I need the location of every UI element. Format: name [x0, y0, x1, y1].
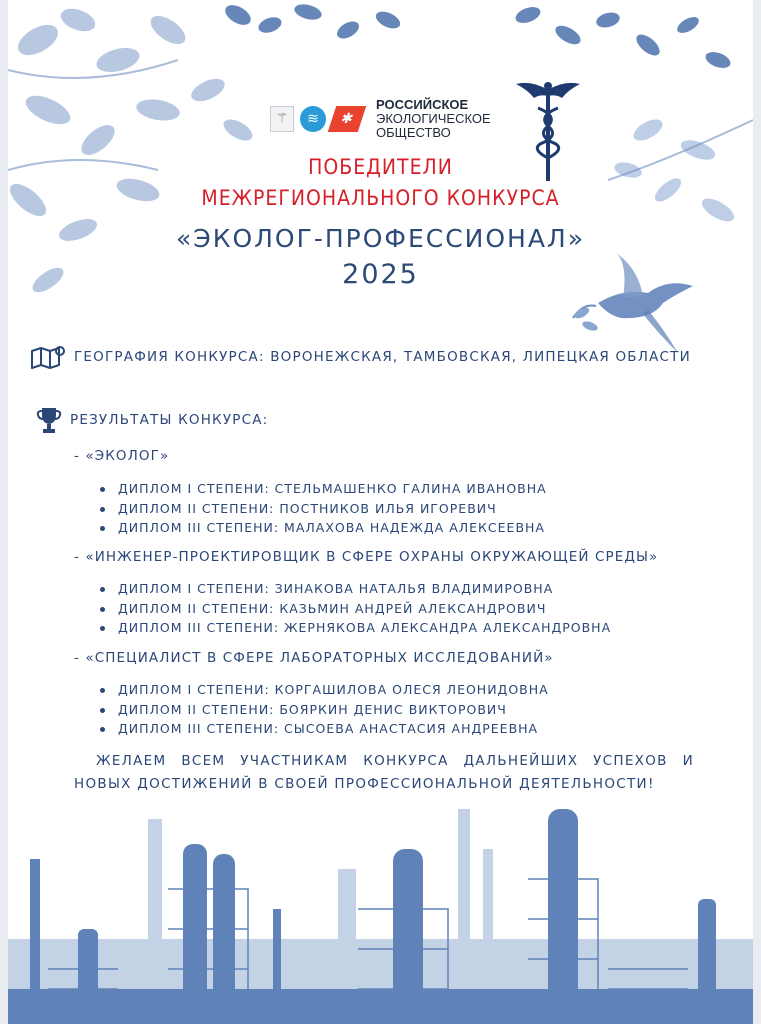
org-line-1: РОССИЙСКОЕ: [376, 97, 469, 112]
geography-text: ГЕОГРАФИЯ КОНКУРСА: ВОРОНЕЖСКАЯ, ТАМБОВСКАЯ, ЛИПЕЦКАЯ ОБЛАСТИ: [74, 349, 691, 365]
title-line-2: МЕЖРЕГИОНАЛЬНОГО КОНКУРСА: [201, 186, 560, 210]
map-icon: [30, 345, 66, 369]
red-logo-icon: ✱: [328, 106, 366, 132]
announcement-poster: [8, 0, 753, 1024]
org-line-2: ЭКОЛОГИЧЕСКОЕ: [376, 111, 491, 126]
list-item: ДИПЛОМ III СТЕПЕНИ: ЖЕРНЯКОВА АЛЕКСАНДРА АЛЕКСАНДРОВНА: [100, 618, 611, 638]
industrial-skyline-decoration: [8, 789, 753, 1024]
geography-row: [30, 345, 691, 369]
winners-list-lab-specialist: [100, 680, 549, 739]
winners-list-ecologist: [100, 479, 547, 538]
category-engineer: - «ИНЖЕНЕР-ПРОЕКТИРОВЩИК В СФЕРЕ ОХРАНЫ ОКРУЖАЮЩЕЙ СРЕДЫ»: [74, 549, 659, 565]
emblem-icon: ⚚: [270, 106, 294, 132]
category-ecologist: - «ЭКОЛОГ»: [74, 448, 170, 464]
organization-name: [376, 98, 491, 140]
results-heading-row: [36, 405, 268, 435]
logo-row: [270, 98, 491, 140]
wave-logo-icon: ≋: [300, 106, 326, 132]
list-item: ДИПЛОМ I СТЕПЕНИ: ЗИНАКОВА НАТАЛЬЯ ВЛАДИМИРОВНА: [100, 579, 611, 599]
title-contest-name: «ЭКОЛОГ-ПРОФЕССИОНАЛ»: [175, 224, 586, 253]
list-item: ДИПЛОМ II СТЕПЕНИ: ПОСТНИКОВ ИЛЬЯ ИГОРЕВИЧ: [100, 499, 547, 519]
list-item: ДИПЛОМ II СТЕПЕНИ: БОЯРКИН ДЕНИС ВИКТОРОВИЧ: [100, 700, 549, 720]
title-line-1: ПОБЕДИТЕЛИ: [308, 155, 453, 179]
list-item: ДИПЛОМ I СТЕПЕНИ: КОРГАШИЛОВА ОЛЕСЯ ЛЕОНИДОВНА: [100, 680, 549, 700]
list-item: ДИПЛОМ I СТЕПЕНИ: СТЕЛЬМАШЕНКО ГАЛИНА ИВАНОВНА: [100, 479, 547, 499]
list-item: ДИПЛОМ III СТЕПЕНИ: СЫСОЕВА АНАСТАСИЯ АНДРЕЕВНА: [100, 719, 549, 739]
title-year: 2025: [342, 259, 419, 290]
list-item: ДИПЛОМ III СТЕПЕНИ: МАЛАХОВА НАДЕЖДА АЛЕКСЕЕВНА: [100, 518, 547, 538]
trophy-icon: [36, 405, 62, 435]
results-heading: РЕЗУЛЬТАТЫ КОНКУРСА:: [70, 412, 269, 428]
closing-wish: ЖЕЛАЕМ ВСЕМ УЧАСТНИКАМ КОНКУРСА ДАЛЬНЕЙШИХ УСПЕХОВ И НОВЫХ ДОСТИЖЕНИЙ В СВОЕЙ ПРОФЕССИОНАЛЬНОЙ ДЕЯТЕЛЬНОСТИ!: [74, 753, 694, 792]
org-line-3: ОБЩЕСТВО: [376, 125, 451, 140]
winners-list-engineer: [100, 579, 611, 638]
category-lab-specialist: - «СПЕЦИАЛИСТ В СФЕРЕ ЛАБОРАТОРНЫХ ИССЛЕДОВАНИЙ»: [74, 650, 554, 666]
list-item: ДИПЛОМ II СТЕПЕНИ: КАЗЬМИН АНДРЕЙ АЛЕКСАНДРОВИЧ: [100, 599, 611, 619]
